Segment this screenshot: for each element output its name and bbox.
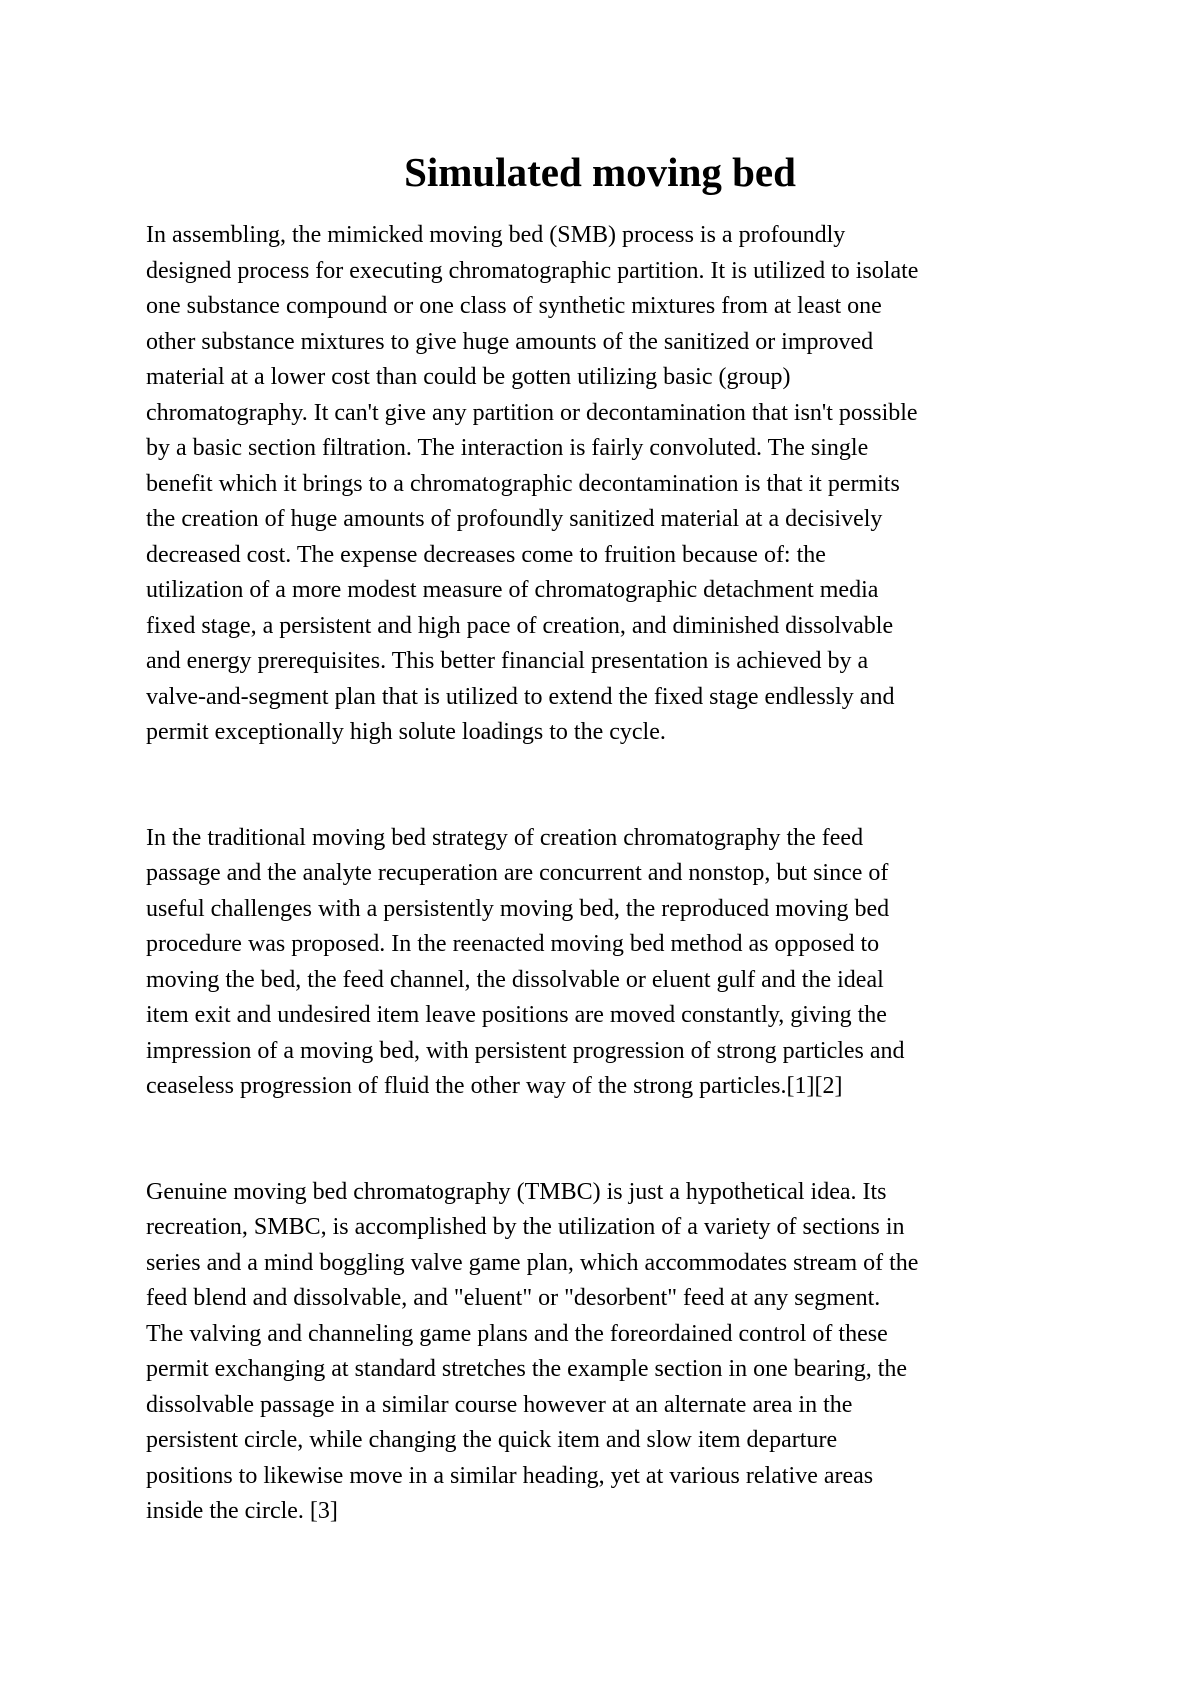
text-line: material at a lower cost than could be gotten utilizing basic (group) xyxy=(146,364,791,390)
text-line: procedure was proposed. In the reenacted moving bed method as opposed to xyxy=(146,931,880,957)
text-line: chromatography. It can't give any partition or decontamination that isn't possible xyxy=(146,399,918,426)
text-line: decreased cost. The expense decreases come to fruition because of: the xyxy=(146,541,826,568)
text-line: ceaseless progression of fluid the other way of the strong particles.[1][2] xyxy=(146,1073,843,1099)
text-line: by a basic section filtration. The interaction is fairly convoluted. The single xyxy=(146,435,869,461)
text-line: inside the circle. [3] xyxy=(146,1498,338,1524)
text-line: feed blend and dissolvable, and "eluent" or "desorbent" feed at any segment. xyxy=(146,1285,881,1311)
document-body xyxy=(146,218,1076,1530)
text-line: useful challenges with a persistently moving bed, the reproduced moving bed xyxy=(146,895,890,922)
paragraph-1 xyxy=(146,218,1076,751)
text-line: In the traditional moving bed strategy of creation chromatography the feed xyxy=(146,824,864,851)
text-line: designed process for executing chromatographic partition. It is utilized to isolate xyxy=(146,257,919,284)
text-line: valve-and-segment plan that is utilized to extend the fixed stage endlessly and xyxy=(146,683,895,710)
text-line: positions to likewise move in a similar heading, yet at various relative areas xyxy=(146,1462,874,1489)
text-line: and energy prerequisites. This better financial presentation is achieved by a xyxy=(146,648,869,674)
text-line: Genuine moving bed chromatography (TMBC) is just a hypothetical idea. Its xyxy=(146,1178,887,1205)
text-line: moving the bed, the feed channel, the dissolvable or eluent gulf and the ideal xyxy=(146,966,884,993)
text-line: passage and the analyte recuperation are concurrent and nonstop, but since of xyxy=(146,860,889,886)
paragraph-3 xyxy=(146,1175,1076,1530)
text-line: utilization of a more modest measure of chromatographic detachment media xyxy=(146,577,879,603)
text-line: item exit and undesired item leave positions are moved constantly, giving the xyxy=(146,1002,887,1028)
text-line: one substance compound or one class of synthetic mixtures from at least one xyxy=(146,293,882,319)
text-line: In assembling, the mimicked moving bed (SMB) process is a profoundly xyxy=(146,222,846,248)
paragraph-2 xyxy=(146,821,1076,1105)
text-line: other substance mixtures to give huge amounts of the sanitized or improved xyxy=(146,328,874,355)
text-line: series and a mind boggling valve game plan, which accommodates stream of the xyxy=(146,1249,919,1276)
text-line: The valving and channeling game plans and the foreordained control of these xyxy=(146,1320,888,1347)
text-line: dissolvable passage in a similar course however at an alternate area in the xyxy=(146,1391,853,1418)
text-line: persistent circle, while changing the quick item and slow item departure xyxy=(146,1427,838,1453)
text-line: the creation of huge amounts of profoundly sanitized material at a decisively xyxy=(146,506,883,532)
text-line: fixed stage, a persistent and high pace of creation, and diminished dissolvable xyxy=(146,612,894,639)
text-line: permit exceptionally high solute loadings to the cycle. xyxy=(146,719,666,745)
page-title: Simulated moving bed xyxy=(404,149,796,195)
text-line: permit exchanging at standard stretches the example section in one bearing, the xyxy=(146,1356,908,1382)
text-line: impression of a moving bed, with persistent progression of strong particles and xyxy=(146,1037,905,1064)
text-line: recreation, SMBC, is accomplished by the utilization of a variety of sections in xyxy=(146,1214,905,1240)
text-line: benefit which it brings to a chromatographic decontamination is that it permits xyxy=(146,470,900,497)
